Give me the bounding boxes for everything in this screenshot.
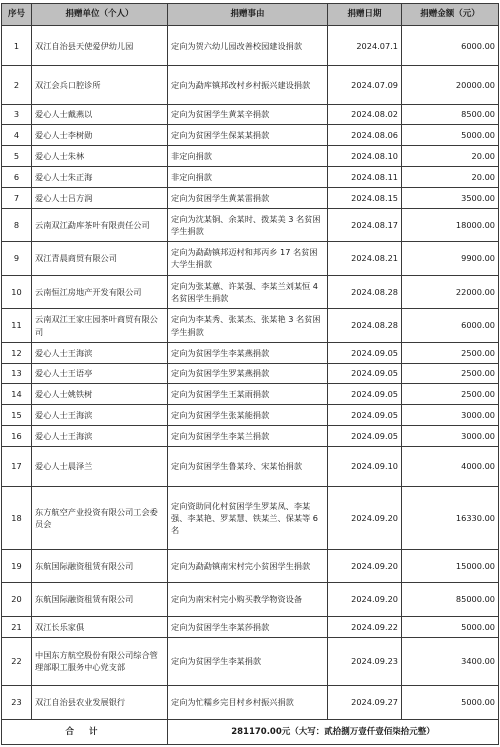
header-donor-unit: 捐赠单位（个人） xyxy=(32,4,168,26)
cell-amount: 2500.00 xyxy=(402,384,499,405)
cell-purpose: 定向为贫困学生黄某雷捐款 xyxy=(168,187,328,208)
cell-index: 22 xyxy=(2,637,32,686)
table-row xyxy=(2,405,499,426)
cell-purpose: 定向为忙糯乡完目村乡村振兴捐款 xyxy=(168,686,328,720)
cell-amount: 22000.00 xyxy=(402,275,499,309)
cell-index: 14 xyxy=(2,384,32,405)
total-label: 合 计 xyxy=(2,720,168,745)
cell-amount: 3000.00 xyxy=(402,426,499,447)
cell-date: 2024.08.15 xyxy=(328,187,402,208)
cell-amount: 6000.00 xyxy=(402,26,499,66)
cell-amount: 4000.00 xyxy=(402,446,499,486)
donation-table xyxy=(1,3,499,745)
table-row xyxy=(2,487,499,549)
cell-index: 9 xyxy=(2,242,32,276)
cell-purpose: 定向为南宋村完小购买教学物资设备 xyxy=(168,583,328,617)
table-row xyxy=(2,549,499,583)
cell-index: 7 xyxy=(2,187,32,208)
cell-amount: 8500.00 xyxy=(402,104,499,125)
cell-date: 2024.09.05 xyxy=(328,384,402,405)
table-row xyxy=(2,242,499,276)
cell-amount: 9900.00 xyxy=(402,242,499,276)
table-row xyxy=(2,125,499,146)
table-row xyxy=(2,342,499,363)
table-body xyxy=(2,26,499,720)
cell-date: 2024.09.20 xyxy=(328,549,402,583)
cell-purpose: 定向为贫困学生李某捐款 xyxy=(168,637,328,686)
cell-donor-unit: 爱心人士晨泽兰 xyxy=(32,446,168,486)
cell-amount: 3400.00 xyxy=(402,637,499,686)
cell-amount: 2500.00 xyxy=(402,363,499,384)
cell-donor-unit: 双江自治县天使爱伊幼儿园 xyxy=(32,26,168,66)
cell-purpose: 定向为勐勐镇邦迈村和邦丙乡 17 名贫困大学生捐款 xyxy=(168,242,328,276)
cell-index: 12 xyxy=(2,342,32,363)
table-row xyxy=(2,616,499,637)
table-row xyxy=(2,583,499,617)
cell-index: 3 xyxy=(2,104,32,125)
table-row xyxy=(2,384,499,405)
table-row xyxy=(2,309,499,343)
cell-purpose: 定向为贫困学生王某雨捐款 xyxy=(168,384,328,405)
cell-donor-unit: 爱心人士李树勋 xyxy=(32,125,168,146)
cell-date: 2024.09.05 xyxy=(328,426,402,447)
cell-index: 8 xyxy=(2,208,32,242)
cell-donor-unit: 双江长乐家俱 xyxy=(32,616,168,637)
table-row xyxy=(2,686,499,720)
cell-index: 5 xyxy=(2,146,32,167)
cell-amount: 16330.00 xyxy=(402,487,499,549)
cell-purpose: 定向为勐库镇邦改村乡村振兴建设捐款 xyxy=(168,66,328,104)
cell-purpose: 定向为张某蕙、许某强、李某兰刘某恒 4 名贫困学生捐款 xyxy=(168,275,328,309)
cell-date: 2024.09.22 xyxy=(328,616,402,637)
table-row xyxy=(2,104,499,125)
cell-index: 15 xyxy=(2,405,32,426)
cell-index: 16 xyxy=(2,426,32,447)
total-row xyxy=(2,720,499,745)
cell-date: 2024.09.05 xyxy=(328,363,402,384)
cell-index: 10 xyxy=(2,275,32,309)
table-row xyxy=(2,146,499,167)
cell-donor-unit: 爱心人士王海滨 xyxy=(32,342,168,363)
cell-index: 17 xyxy=(2,446,32,486)
cell-index: 11 xyxy=(2,309,32,343)
cell-purpose: 定向为贫困学生黄某辛捐款 xyxy=(168,104,328,125)
cell-date: 2024.09.05 xyxy=(328,342,402,363)
cell-index: 6 xyxy=(2,167,32,188)
cell-amount: 5000.00 xyxy=(402,686,499,720)
cell-index: 20 xyxy=(2,583,32,617)
total-value: 281170.00元（大写：贰拾捌万壹仟壹佰柒拾元整） xyxy=(168,720,499,745)
cell-index: 4 xyxy=(2,125,32,146)
cell-date: 2024.09.20 xyxy=(328,487,402,549)
header-purpose: 捐赠事由 xyxy=(168,4,328,26)
cell-date: 2024.08.02 xyxy=(328,104,402,125)
cell-index: 18 xyxy=(2,487,32,549)
cell-donor-unit: 双江会兵口腔诊所 xyxy=(32,66,168,104)
cell-purpose: 定向为贫困学生张某能捐款 xyxy=(168,405,328,426)
table-row xyxy=(2,167,499,188)
cell-amount: 18000.00 xyxy=(402,208,499,242)
cell-donor-unit: 双江自治县农业发展银行 xyxy=(32,686,168,720)
cell-date: 2024.08.21 xyxy=(328,242,402,276)
cell-donor-unit: 爱心人士王语亭 xyxy=(32,363,168,384)
cell-date: 2024.09.10 xyxy=(328,446,402,486)
cell-purpose: 定向为贺六幼儿园改善校园建设捐款 xyxy=(168,26,328,66)
table-row xyxy=(2,637,499,686)
cell-purpose: 定向为贫困学生罗某燕捐款 xyxy=(168,363,328,384)
cell-amount: 5000.00 xyxy=(402,616,499,637)
cell-donor-unit: 东方航空产业投资有限公司工会委员会 xyxy=(32,487,168,549)
cell-purpose: 非定向捐款 xyxy=(168,167,328,188)
cell-date: 2024.09.23 xyxy=(328,637,402,686)
cell-amount: 3000.00 xyxy=(402,405,499,426)
cell-donor-unit: 爱心人士戴燕以 xyxy=(32,104,168,125)
cell-donor-unit: 爱心人士朱林 xyxy=(32,146,168,167)
cell-index: 13 xyxy=(2,363,32,384)
cell-purpose: 定向为勐勐镇南宋村完小贫困学生捐款 xyxy=(168,549,328,583)
cell-amount: 20.00 xyxy=(402,167,499,188)
cell-index: 1 xyxy=(2,26,32,66)
cell-purpose: 非定向捐款 xyxy=(168,146,328,167)
cell-donor-unit: 云南恒江房地产开发有限公司 xyxy=(32,275,168,309)
table-row xyxy=(2,66,499,104)
table-row xyxy=(2,208,499,242)
header-amount: 捐赠金额（元） xyxy=(402,4,499,26)
cell-purpose: 定向为贫困学生保某某捐款 xyxy=(168,125,328,146)
cell-donor-unit: 爱心人士姚铁树 xyxy=(32,384,168,405)
cell-date: 2024.08.17 xyxy=(328,208,402,242)
cell-index: 23 xyxy=(2,686,32,720)
cell-donor-unit: 爱心人士王海滨 xyxy=(32,426,168,447)
table-row xyxy=(2,187,499,208)
cell-donor-unit: 云南双江勐库茶叶有限责任公司 xyxy=(32,208,168,242)
table-row xyxy=(2,26,499,66)
cell-donor-unit: 东航国际融资租赁有限公司 xyxy=(32,549,168,583)
header-index: 序号 xyxy=(2,4,32,26)
cell-purpose: 定向为贫困学生李某燕捐款 xyxy=(168,342,328,363)
cell-date: 2024.09.20 xyxy=(328,583,402,617)
table-header-row xyxy=(2,4,499,26)
cell-date: 2024.07.1 xyxy=(328,26,402,66)
cell-purpose: 定向为贫困学生鲁某玲、宋某怡捐款 xyxy=(168,446,328,486)
table-row xyxy=(2,363,499,384)
cell-date: 2024.08.10 xyxy=(328,146,402,167)
cell-date: 2024.07.09 xyxy=(328,66,402,104)
cell-donor-unit: 爱心人士王海滨 xyxy=(32,405,168,426)
cell-date: 2024.08.28 xyxy=(328,309,402,343)
table-row xyxy=(2,446,499,486)
cell-date: 2024.08.06 xyxy=(328,125,402,146)
cell-purpose: 定向为沈某铜、余某时、拨某美 3 名贫困学生捐款 xyxy=(168,208,328,242)
cell-purpose: 定向为贫困学生李某兰捐款 xyxy=(168,426,328,447)
table-row xyxy=(2,426,499,447)
cell-donor-unit: 东航国际融资租赁有限公司 xyxy=(32,583,168,617)
cell-amount: 20000.00 xyxy=(402,66,499,104)
cell-amount: 15000.00 xyxy=(402,549,499,583)
cell-date: 2024.08.28 xyxy=(328,275,402,309)
cell-date: 2024.08.11 xyxy=(328,167,402,188)
cell-donor-unit: 爱心人士朱正海 xyxy=(32,167,168,188)
cell-donor-unit: 双江青晨商贸有限公司 xyxy=(32,242,168,276)
cell-index: 19 xyxy=(2,549,32,583)
cell-date: 2024.09.05 xyxy=(328,405,402,426)
cell-amount: 85000.00 xyxy=(402,583,499,617)
cell-date: 2024.09.27 xyxy=(328,686,402,720)
cell-amount: 2500.00 xyxy=(402,342,499,363)
cell-index: 21 xyxy=(2,616,32,637)
cell-donor-unit: 爱心人士吕方润 xyxy=(32,187,168,208)
cell-donor-unit: 云南双江王家庄园茶叶商贸有限公司 xyxy=(32,309,168,343)
cell-amount: 20.00 xyxy=(402,146,499,167)
cell-amount: 5000.00 xyxy=(402,125,499,146)
cell-amount: 3500.00 xyxy=(402,187,499,208)
cell-purpose: 定向资助同化村贫困学生罗某凤、李某强、李某艳、罗某慧、铁某兰、保某等 6 名 xyxy=(168,487,328,549)
header-date: 捐赠日期 xyxy=(328,4,402,26)
cell-donor-unit: 中国东方航空股份有限公司综合管理部职工服务中心党支部 xyxy=(32,637,168,686)
cell-purpose: 定向为李某秀、张某杰、张某艳 3 名贫困学生捐款 xyxy=(168,309,328,343)
table-row xyxy=(2,275,499,309)
cell-amount: 6000.00 xyxy=(402,309,499,343)
cell-purpose: 定向为贫困学生李某莎捐款 xyxy=(168,616,328,637)
cell-index: 2 xyxy=(2,66,32,104)
